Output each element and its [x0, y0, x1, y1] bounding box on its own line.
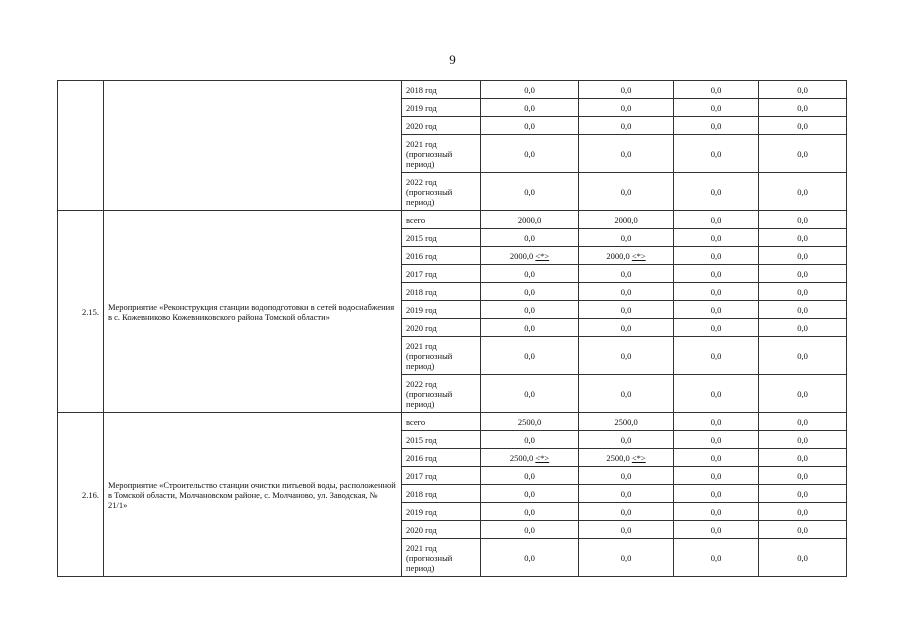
value-text: 0,0	[524, 322, 535, 333]
value-cell	[481, 539, 579, 577]
period-cell: 2018 год	[402, 81, 481, 99]
value-cell	[759, 467, 847, 485]
value-text: 0,0	[797, 214, 808, 225]
value-text: 0,0	[524, 120, 535, 131]
period-cell: 2021 год (прогнозный период)	[402, 337, 481, 375]
value-text: 0,0	[620, 286, 632, 297]
value-cell	[674, 229, 759, 247]
value-cell	[481, 265, 579, 283]
value-text: 2500,0	[509, 452, 534, 463]
value-text: 0,0	[797, 552, 808, 563]
value-cell	[759, 521, 847, 539]
value-cell	[481, 413, 579, 431]
value-text: 0,0	[524, 488, 535, 499]
value-text: 0,0	[524, 470, 535, 481]
value-cell	[674, 485, 759, 503]
value-text: 0,0	[797, 434, 808, 445]
value-text: 0,0	[797, 350, 808, 361]
value-cell	[674, 539, 759, 577]
value-text: 2500,0	[517, 416, 542, 427]
value-cell	[579, 81, 674, 99]
value-cell	[481, 247, 579, 265]
value-cell	[579, 247, 674, 265]
value-text: 2500,0	[614, 416, 638, 427]
value-cell	[674, 413, 759, 431]
value-cell	[674, 265, 759, 283]
value-cell	[579, 449, 674, 467]
period-cell: 2015 год	[402, 229, 481, 247]
footnote-link[interactable]: <*>	[535, 452, 550, 463]
value-text: 0,0	[524, 506, 535, 517]
value-cell	[579, 265, 674, 283]
footnote-link[interactable]: <*>	[631, 452, 646, 463]
value-cell	[481, 503, 579, 521]
value-text: 0,0	[797, 416, 808, 427]
value-text: 2000,0	[606, 250, 630, 261]
value-text: 0,0	[797, 120, 808, 131]
value-text: 0,0	[524, 232, 535, 243]
value-cell	[759, 81, 847, 99]
value-text: 0,0	[797, 232, 808, 243]
value-text: 0,0	[710, 524, 722, 535]
value-cell	[674, 319, 759, 337]
value-cell	[759, 301, 847, 319]
value-cell	[759, 449, 847, 467]
value-text: 0,0	[620, 268, 632, 279]
value-cell	[674, 283, 759, 301]
value-text: 0,0	[524, 148, 535, 159]
period-cell: 2016 год	[402, 449, 481, 467]
value-text: 0,0	[524, 286, 535, 297]
period-cell: 2019 год	[402, 99, 481, 117]
value-text: 0,0	[710, 84, 722, 95]
value-cell	[674, 211, 759, 229]
value-cell	[674, 521, 759, 539]
value-text: 0,0	[524, 102, 535, 113]
footnote-link[interactable]: <*>	[631, 250, 646, 261]
value-text: 2000,0	[517, 214, 542, 225]
table-row	[58, 413, 847, 431]
value-cell	[759, 319, 847, 337]
value-cell	[674, 431, 759, 449]
value-text: 0,0	[710, 148, 722, 159]
table-row	[58, 81, 847, 99]
value-text: 0,0	[620, 552, 632, 563]
value-text: 0,0	[797, 506, 808, 517]
value-cell	[481, 375, 579, 413]
period-cell: 2021 год (прогнозный период)	[402, 539, 481, 577]
period-cell: 2022 год (прогнозный период)	[402, 375, 481, 413]
value-cell	[579, 431, 674, 449]
value-text: 0,0	[620, 434, 632, 445]
value-text: 0,0	[620, 148, 632, 159]
value-text: 0,0	[710, 232, 722, 243]
period-cell: 2017 год	[402, 265, 481, 283]
value-cell	[481, 449, 579, 467]
period-cell: всего	[402, 413, 481, 431]
value-text: 0,0	[620, 304, 632, 315]
value-cell	[481, 283, 579, 301]
value-cell	[759, 229, 847, 247]
value-cell	[579, 337, 674, 375]
value-cell	[759, 117, 847, 135]
period-cell: 2019 год	[402, 503, 481, 521]
value-cell	[759, 173, 847, 211]
value-cell	[579, 539, 674, 577]
value-cell	[759, 337, 847, 375]
value-text: 0,0	[797, 304, 808, 315]
value-cell	[674, 449, 759, 467]
value-text: 2500,0	[606, 452, 630, 463]
value-text: 0,0	[710, 434, 722, 445]
value-text: 0,0	[710, 286, 722, 297]
value-text: 0,0	[710, 214, 722, 225]
period-cell: 2020 год	[402, 319, 481, 337]
value-cell	[481, 337, 579, 375]
value-text: 2000,0	[509, 250, 534, 261]
value-text: 0,0	[620, 388, 632, 399]
value-text: 0,0	[524, 434, 535, 445]
value-text: 0,0	[620, 232, 632, 243]
value-text: 0,0	[620, 84, 632, 95]
value-cell	[481, 99, 579, 117]
value-text: 0,0	[797, 322, 808, 333]
value-text: 0,0	[524, 186, 535, 197]
value-cell	[579, 485, 674, 503]
value-cell	[579, 135, 674, 173]
value-cell	[674, 375, 759, 413]
value-text: 0,0	[710, 322, 722, 333]
period-cell: 2020 год	[402, 521, 481, 539]
value-text: 0,0	[620, 120, 632, 131]
value-text: 0,0	[710, 186, 722, 197]
value-text: 0,0	[710, 120, 722, 131]
value-text: 0,0	[710, 388, 722, 399]
value-cell	[579, 229, 674, 247]
value-cell	[481, 81, 579, 99]
value-text: 0,0	[620, 524, 632, 535]
value-cell	[759, 375, 847, 413]
value-cell	[674, 117, 759, 135]
value-text: 0,0	[797, 470, 808, 481]
period-cell: 2018 год	[402, 283, 481, 301]
value-cell	[674, 337, 759, 375]
value-text: 0,0	[620, 350, 632, 361]
value-cell	[759, 265, 847, 283]
value-text: 0,0	[710, 506, 722, 517]
value-text: 0,0	[710, 304, 722, 315]
value-cell	[759, 431, 847, 449]
period-cell: 2022 год (прогнозный период)	[402, 173, 481, 211]
value-cell	[481, 229, 579, 247]
value-cell	[674, 99, 759, 117]
value-text: 0,0	[710, 452, 722, 463]
value-cell	[481, 485, 579, 503]
value-cell	[481, 319, 579, 337]
value-text: 0,0	[620, 186, 632, 197]
period-cell: 2019 год	[402, 301, 481, 319]
value-cell	[579, 301, 674, 319]
item-number: 2.16.	[58, 413, 104, 577]
value-text: 0,0	[797, 102, 808, 113]
value-cell	[579, 319, 674, 337]
value-text: 0,0	[710, 102, 722, 113]
value-cell	[759, 539, 847, 577]
table-row	[58, 211, 847, 229]
value-text: 0,0	[797, 148, 808, 159]
value-text: 0,0	[524, 524, 535, 535]
value-cell	[481, 211, 579, 229]
value-text: 0,0	[710, 250, 722, 261]
value-text: 0,0	[710, 350, 722, 361]
period-cell: 2021 год (прогнозный период)	[402, 135, 481, 173]
page-number: 9	[449, 52, 456, 67]
value-text: 0,0	[524, 350, 535, 361]
value-cell	[579, 283, 674, 301]
footnote-link[interactable]: <*>	[535, 250, 550, 261]
period-cell: 2018 год	[402, 485, 481, 503]
value-cell	[481, 117, 579, 135]
value-text: 0,0	[797, 250, 808, 261]
value-text: 0,0	[620, 488, 632, 499]
value-text: 0,0	[797, 452, 808, 463]
value-cell	[481, 173, 579, 211]
period-cell: всего	[402, 211, 481, 229]
value-text: 0,0	[797, 84, 808, 95]
value-text: 0,0	[710, 552, 722, 563]
item-description: Мероприятие «Реконструкция станции водоподготовки в сетей водоснабжения в с. Кожевниково Кожевниковского района Томской области»	[104, 211, 402, 413]
value-text: 0,0	[524, 304, 535, 315]
value-cell	[759, 247, 847, 265]
value-text: 0,0	[797, 388, 808, 399]
value-cell	[481, 135, 579, 173]
value-cell	[759, 485, 847, 503]
value-text: 0,0	[710, 470, 722, 481]
value-text: 0,0	[797, 524, 808, 535]
value-cell	[759, 283, 847, 301]
value-text: 0,0	[620, 102, 632, 113]
value-text: 0,0	[797, 488, 808, 499]
value-text: 0,0	[710, 488, 722, 499]
budget-table-body	[58, 81, 847, 577]
value-cell	[579, 211, 674, 229]
period-cell: 2016 год	[402, 247, 481, 265]
value-text: 0,0	[710, 268, 722, 279]
value-cell	[759, 413, 847, 431]
period-cell: 2017 год	[402, 467, 481, 485]
value-cell	[481, 431, 579, 449]
value-cell	[759, 99, 847, 117]
value-cell	[481, 301, 579, 319]
value-text: 0,0	[620, 506, 632, 517]
value-cell	[674, 81, 759, 99]
item-number	[58, 81, 104, 211]
value-cell	[579, 503, 674, 521]
value-cell	[579, 521, 674, 539]
value-cell	[674, 135, 759, 173]
value-text: 0,0	[797, 286, 808, 297]
value-text: 0,0	[524, 84, 535, 95]
item-description: Мероприятие «Строительство станции очистки питьевой воды, расположенной в Томской области, Молчановском районе, с. Молчаново, ул. Заводская, № 21/1»	[104, 413, 402, 577]
value-cell	[674, 503, 759, 521]
value-cell	[579, 375, 674, 413]
value-cell	[759, 503, 847, 521]
value-text: 0,0	[620, 322, 632, 333]
item-number: 2.15.	[58, 211, 104, 413]
period-cell: 2015 год	[402, 431, 481, 449]
period-cell: 2020 год	[402, 117, 481, 135]
value-text: 0,0	[524, 268, 535, 279]
value-text: 0,0	[797, 186, 808, 197]
value-cell	[674, 467, 759, 485]
value-cell	[481, 467, 579, 485]
value-cell	[674, 173, 759, 211]
value-cell	[759, 211, 847, 229]
value-text: 0,0	[797, 268, 808, 279]
value-text: 0,0	[620, 470, 632, 481]
budget-table	[57, 80, 847, 577]
value-cell	[579, 413, 674, 431]
value-cell	[481, 521, 579, 539]
value-cell	[579, 467, 674, 485]
value-cell	[759, 135, 847, 173]
value-text: 0,0	[524, 552, 535, 563]
value-cell	[674, 301, 759, 319]
value-cell	[579, 117, 674, 135]
value-text: 0,0	[710, 416, 722, 427]
value-text: 0,0	[524, 388, 535, 399]
value-cell	[674, 247, 759, 265]
value-cell	[579, 99, 674, 117]
value-text: 2000,0	[614, 214, 638, 225]
value-cell	[579, 173, 674, 211]
item-description	[104, 81, 402, 211]
